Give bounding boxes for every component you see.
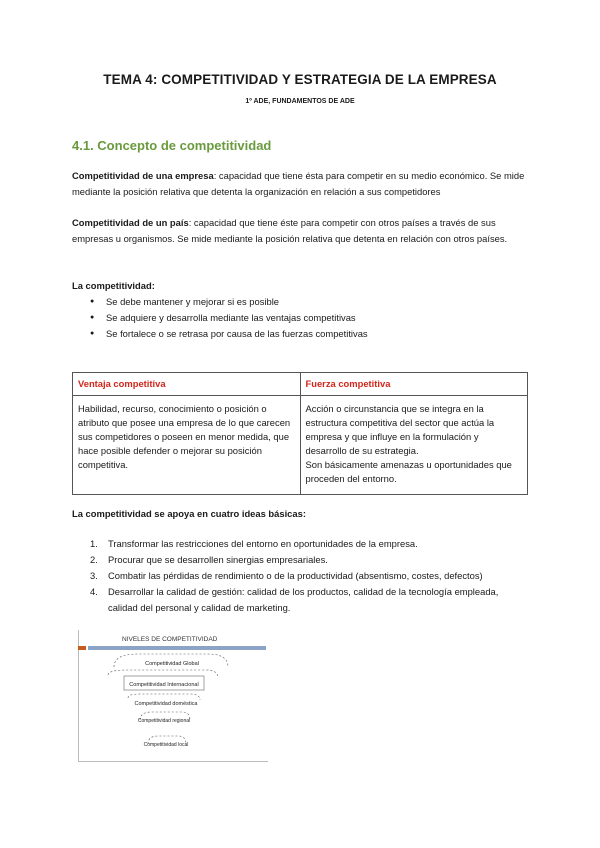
level-internacional: Competitividad Internacional	[129, 682, 199, 688]
list-item	[90, 536, 520, 552]
ideas-numbered-list	[90, 536, 520, 616]
diagram-marker	[78, 646, 86, 650]
item-number: 4.	[90, 586, 98, 597]
diagram-title: NIVELES DE COMPETITIVIDAD	[122, 636, 218, 643]
ideas-intro: La competitividad se apoya en cuatro ideas básicas:	[72, 508, 306, 519]
cell-text: Habilidad, recurso, conocimiento o posición o atributo que posee una empresa de lo que carecen sus competidores o poseen en menor medida, que hace posible defender o mejorar su posición competitiva.	[78, 403, 291, 470]
table-header-fuerza: Fuerza competitiva	[300, 373, 528, 396]
table-header-row	[73, 373, 528, 396]
level-global: Competitividad Global	[145, 661, 199, 667]
definition-term: Competitividad de una empresa	[72, 170, 214, 181]
section-heading: 4.1. Concepto de competitividad	[72, 138, 272, 153]
level-regional: Competitividad regional	[137, 718, 191, 724]
document-title: TEMA 4: COMPETITIVIDAD Y ESTRATEGIA DE LA EMPRESA	[103, 72, 497, 87]
table-cell-fuerza	[300, 396, 528, 495]
level-domestica: Competitividad doméstica	[134, 701, 198, 707]
item-number: 3.	[90, 570, 98, 581]
competitividad-bullet-list	[90, 294, 368, 342]
definition-term: Competitividad de un país	[72, 217, 189, 228]
item-text: Procurar que se desarrollen sinergias empresariales.	[108, 554, 328, 565]
list-item	[90, 552, 520, 568]
level-local: Competitividad local	[143, 742, 189, 748]
document-subtitle: 1º ADE, FUNDAMENTOS DE ADE	[245, 98, 355, 105]
table-row	[73, 396, 528, 495]
table-cell-ventaja	[73, 396, 301, 495]
table-header-ventaja: Ventaja competitiva	[73, 373, 301, 396]
item-number: 2.	[90, 554, 98, 565]
competitividad-levels-diagram	[78, 630, 268, 762]
item-text: Desarrollar la calidad de gestión: calidad de los productos, calidad de la tecnología empleada, calidad del personal y calidad de marketing.	[108, 586, 499, 613]
item-number: 1.	[90, 538, 98, 549]
comparison-table	[72, 372, 528, 495]
item-text: Transformar las restricciones del entorno en oportunidades de la empresa.	[108, 538, 418, 549]
definition-pais	[72, 215, 528, 247]
definition-empresa	[72, 168, 528, 200]
item-text: Combatir las pérdidas de rendimiento o de la productividad (absentismo, costes, defectos)	[108, 570, 483, 581]
definition-text: : capacidad que tiene éste para competir con otros países a través de sus empresas u organismos. Se mide mediante la posición relativa que detenta en relación con otros países.	[72, 217, 508, 244]
list-item	[90, 568, 520, 584]
competitividad-list-title: La competitividad:	[72, 280, 155, 291]
diagram-accent-bar	[88, 646, 266, 650]
list-item: ● Se adquiere y desarrolla mediante las ventajas competitivas	[90, 310, 368, 326]
cell-text: Son básicamente amenazas u oportunidades que proceden del entorno.	[305, 459, 512, 484]
list-item: ● Se fortalece o se retrasa por causa de las fuerzas competitivas	[90, 326, 368, 342]
list-item: ● Se debe mantener y mejorar si es posible	[90, 294, 368, 310]
definition-text: : capacidad que tiene ésta para competir en su medio económico. Se mide mediante la posición relativa que detenta la organización en relación a sus competidores	[72, 170, 525, 197]
list-item	[90, 584, 520, 616]
cell-text: Acción o circunstancia que se integra en la estructura competitiva del sector que actúa la empresa y que influye en la formulación y desarrollo de su estrategia.	[305, 403, 495, 456]
